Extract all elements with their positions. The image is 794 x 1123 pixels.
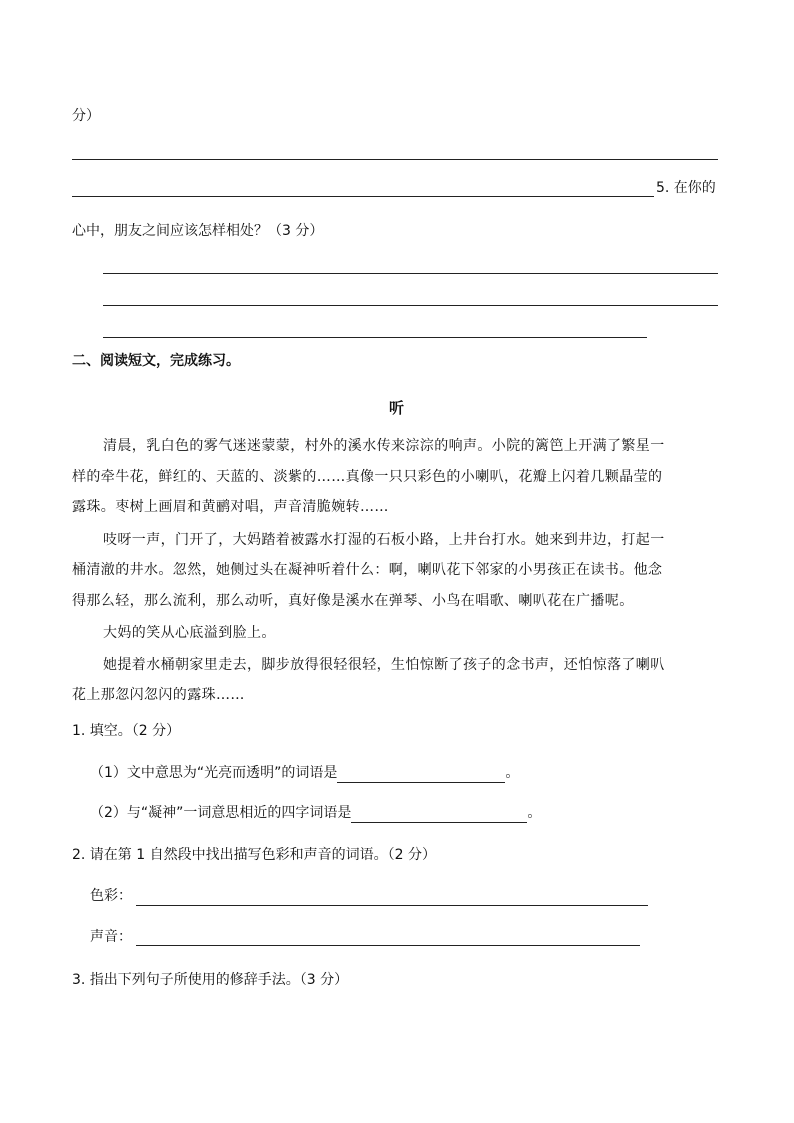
q1b-answer-blank[interactable]	[351, 806, 527, 823]
passage-line: 露珠。枣树上画眉和黄鹂对唱，声音清脆婉转……	[72, 499, 389, 515]
q2-color-label: 色彩：	[90, 888, 132, 904]
passage-line: 花上那忽闪忽闪的露珠……	[72, 687, 245, 703]
passage-line: 样的牵牛花，鲜红的、天蓝的、淡紫的……真像一只只彩色的小喇叭，花瓣上闪着几颗晶莹的	[72, 469, 663, 485]
q1b-prompt: （2）与“凝神”一词意思相近的四字词语是	[90, 805, 352, 821]
passage-line: 桶清澈的井水。忽然，她侧过头在凝神听着什么：啊，喇叭花下邻家的小男孩正在读书。他念	[72, 562, 663, 578]
q1a-period: 。	[505, 765, 520, 781]
q3-title: 3. 指出下列句子所使用的修辞手法。（3 分）	[72, 972, 349, 988]
q1-part-a	[90, 763, 519, 783]
passage-line: 吱呀一声，门开了，大妈踏着被露水打湿的石板小路，上井台打水。她来到井边，打起一	[103, 532, 665, 548]
q4-score-tail: 分）	[72, 108, 100, 124]
passage-line: 清晨，乳白色的雾气迷迷蒙蒙，村外的溪水传来淙淙的响声。小院的篱笆上开满了繁星一	[103, 438, 665, 454]
q2-color-answer-line[interactable]	[136, 905, 648, 906]
section-heading: 二、阅读短文，完成练习。	[72, 353, 240, 369]
q4-answer-line-2[interactable]	[72, 196, 654, 197]
q5-question: 心中，朋友之间应该怎样相处？（3 分）	[72, 223, 324, 239]
passage-line: 大妈的笑从心底溢到脸上。	[103, 625, 276, 641]
q1b-period: 。	[527, 805, 542, 821]
passage-line: 她提着水桶朝家里走去，脚步放得很轻很轻，生怕惊断了孩子的念书声，还怕惊落了喇叭	[103, 657, 665, 673]
q2-sound-label: 声音：	[90, 929, 132, 945]
q4-answer-line-1[interactable]	[72, 159, 718, 160]
q5-answer-line-2[interactable]	[103, 305, 718, 306]
q1a-answer-blank[interactable]	[337, 766, 505, 783]
q1-part-b	[90, 803, 541, 823]
passage-line: 得那么轻，那么流利，那么动听，真好像是溪水在弹琴、小鸟在唱歌、喇叭花在广播呢。	[72, 593, 634, 609]
q1a-prompt: （1）文中意思为“光亮而透明”的词语是	[90, 765, 338, 781]
q5-answer-line-1[interactable]	[103, 273, 718, 274]
q5-lead: 5. 在你的	[656, 180, 716, 196]
q2-title: 2. 请在第 1 自然段中找出描写色彩和声音的词语。（2 分）	[72, 847, 436, 863]
passage-title: 听	[389, 399, 405, 417]
q5-answer-line-3[interactable]	[103, 337, 647, 338]
q2-sound-answer-line[interactable]	[136, 945, 640, 946]
q1-title: 1. 填空。（2 分）	[72, 723, 181, 739]
